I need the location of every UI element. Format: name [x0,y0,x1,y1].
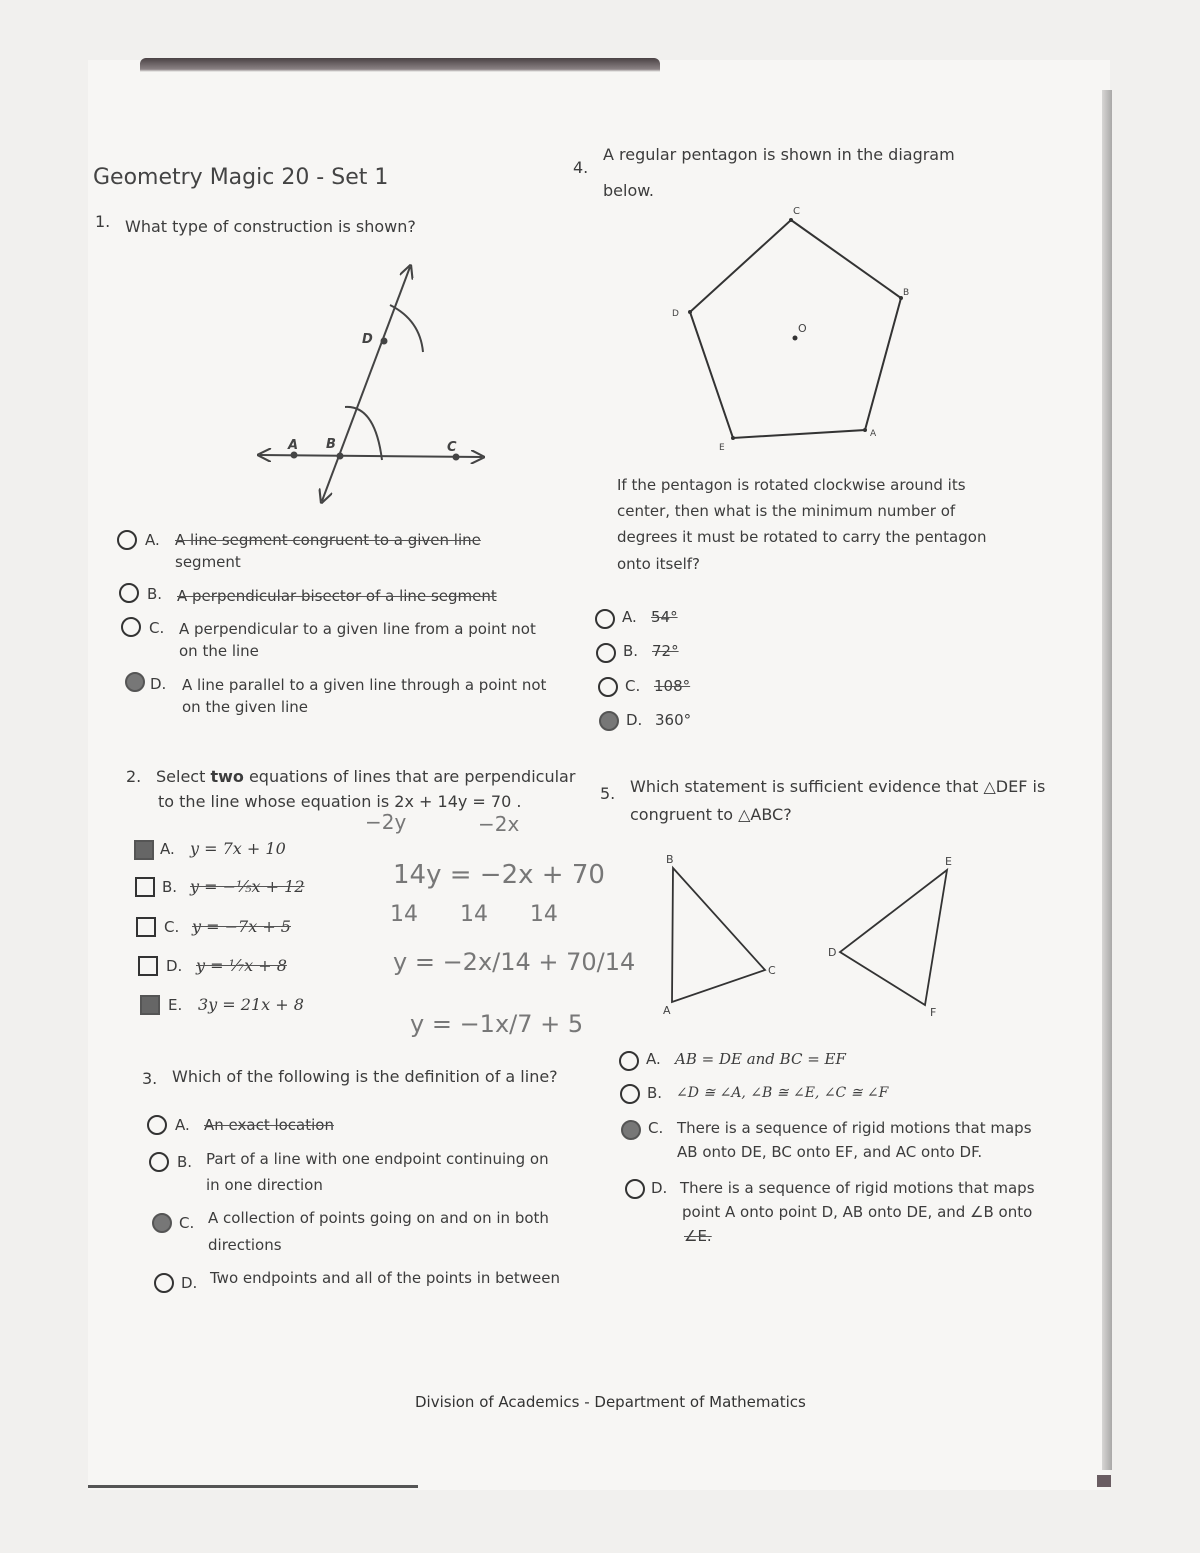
q1-number: 1. [95,212,111,231]
q5-label-e: E [945,855,952,868]
q1-option-d-text: A line parallel to a given line through a point not [182,676,547,694]
q2-handwriting-1: −2y [365,810,407,834]
q3-option-c-text-2: directions [208,1236,282,1254]
q3-option-a-radio[interactable] [147,1115,167,1135]
q4-text: A regular pentagon is shown in the diagram [603,145,955,164]
q1-option-a-text: A line segment congruent to a given line [175,531,481,549]
q4-option-a-radio[interactable] [595,609,615,629]
q5-option-b-radio[interactable] [620,1084,640,1104]
q5-text: Which statement is sufficient evidence that △DEF is [630,777,1046,796]
q5-label-f: F [930,1006,937,1019]
q1-option-c-letter: C. [149,619,165,637]
page-right-edge [1102,90,1112,1470]
q5-triangles-diagram [655,850,965,1025]
q5-label-c: C [768,964,776,977]
q3-text: Which of the following is the definition of a line? [172,1067,558,1086]
q4-option-c-radio[interactable] [598,677,618,697]
q2-number: 2. [126,767,142,786]
q5-text-2: congruent to △ABC? [630,805,792,824]
q1-construction-diagram [250,255,500,515]
q4-number: 4. [573,158,589,177]
q2-option-a-eq: y = 7x + 10 [190,839,286,858]
q2-handwriting-3: 14y = −2x + 70 [393,860,605,890]
q4-vertex-c [789,218,793,222]
q1-option-c-radio[interactable] [121,617,141,637]
q2-option-a-checkbox[interactable] [134,840,154,860]
q2-text-2: to the line whose equation is 2x + 14y = 70 . [158,792,522,811]
q3-number: 3. [142,1069,158,1088]
q5-option-b-letter: B. [647,1084,663,1102]
q3-option-c-letter: C. [179,1214,195,1232]
q1-option-a-radio[interactable] [117,530,137,550]
q4-label-c: C [793,206,800,217]
q4-followup-1: If the pentagon is rotated clockwise around its [617,476,966,494]
q1-text: What type of construction is shown? [125,217,416,236]
page-corner-mark [1097,1475,1111,1487]
q4-label-e: E [719,443,725,453]
q3-option-c-text: A collection of points going on and on in both [208,1209,549,1227]
q5-option-b-text: ∠D ≅ ∠A, ∠B ≅ ∠E, ∠C ≅ ∠F [676,1085,889,1101]
q5-option-a-letter: A. [646,1050,661,1068]
q1-label-c: C [447,440,457,455]
q1-option-d-letter: D. [150,675,167,693]
q5-label-b: B [666,853,674,866]
q4-text-2: below. [603,181,654,200]
q4-option-a-value: 54° [651,608,678,626]
q1-transversal [322,267,410,501]
q4-followup-4: onto itself? [617,555,701,573]
page-top-shadow [140,58,660,72]
q4-option-c-letter: C. [625,677,641,695]
q3-option-d-radio[interactable] [154,1273,174,1293]
q1-option-c-text: A perpendicular to a given line from a point not [179,620,536,638]
q1-option-a-letter: A. [145,531,160,549]
q2-option-e-checkbox[interactable] [140,995,160,1015]
q2-handwriting-5: y = −2x/14 + 70/14 [393,948,636,976]
q5-option-c-radio[interactable] [621,1120,641,1140]
q5-option-d-letter: D. [651,1179,668,1197]
q2-text-pre: Select [156,767,211,786]
q4-vertex-a [863,428,867,432]
q4-pentagon-diagram [665,200,915,460]
q4-vertex-e [731,436,735,440]
q2-option-c-eq: y = −7x + 5 [192,917,291,936]
q4-followup-2: center, then what is the minimum number of [617,502,956,520]
q5-option-a-text: AB = DE and BC = EF [675,1050,846,1068]
page-footer: Division of Academics - Department of Mathematics [415,1393,806,1411]
q2-option-d-letter: D. [166,957,183,975]
q4-option-b-value: 72° [652,642,679,660]
q4-vertex-d [688,310,692,314]
q1-option-d-text-2: on the given line [182,698,308,716]
q5-option-d-radio[interactable] [625,1179,645,1199]
q1-option-d-radio[interactable] [125,672,145,692]
q4-label-d: D [672,309,679,319]
page-bottom-line [88,1485,418,1488]
q4-option-d-letter: D. [626,711,643,729]
q2-handwriting-4: 14 14 14 [390,902,558,927]
q4-pentagon [690,220,901,438]
q3-option-a-letter: A. [175,1116,190,1134]
q3-option-c-radio[interactable] [152,1213,172,1233]
q1-option-a-text-2: segment [175,553,241,571]
q4-option-b-letter: B. [623,642,639,660]
q2-option-d-eq: y = ⅐x + 8 [196,956,287,975]
q1-arc-upper [390,305,423,352]
q5-number: 5. [600,784,616,803]
q2-text [156,767,575,786]
q1-option-b-letter: B. [147,585,163,603]
q1-label-a: A [288,438,299,453]
q2-text-post: equations of lines that are perpendicular [243,767,576,786]
q5-option-c-text-2: AB onto DE, BC onto EF, and AC onto DF. [677,1143,983,1161]
worksheet-title: Geometry Magic 20 - Set 1 [93,165,389,190]
q5-option-d-text-2: point A onto point D, AB onto DE, and ∠B onto [682,1203,1033,1221]
q5-triangle-abc [672,868,765,1002]
q2-text-bold: two [210,767,244,786]
q4-option-d-value: 360° [655,711,692,729]
q5-option-d-text-3: ∠E. [684,1227,712,1245]
q5-option-c-text: There is a sequence of rigid motions that maps [677,1119,1032,1137]
q2-handwriting-2: −2x [478,812,520,836]
q5-triangle-def [840,870,947,1005]
q3-option-b-text-2: in one direction [206,1176,323,1194]
q1-arc-lower [345,407,382,460]
q2-handwriting-6: y = −1x/7 + 5 [410,1010,584,1038]
q1-label-b: B [326,437,336,452]
q4-label-b: B [903,288,910,298]
q1-label-d: D [362,332,373,347]
q5-label-d: D [828,946,837,959]
q5-label-a: A [663,1004,671,1017]
q2-option-b-letter: B. [162,878,178,896]
q4-label-o: O [798,322,807,335]
q3-option-a-text: An exact location [204,1116,334,1134]
q5-option-d-text: There is a sequence of rigid motions that maps [680,1179,1035,1197]
q2-option-a-letter: A. [160,840,175,858]
q1-point-d [381,338,388,345]
q2-option-c-checkbox[interactable] [136,917,156,937]
q4-option-d-radio[interactable] [599,711,619,731]
q3-option-d-text: Two endpoints and all of the points in between [210,1269,561,1287]
q2-option-b-checkbox[interactable] [135,877,155,897]
q1-option-b-text: A perpendicular bisector of a line segment [177,587,497,605]
q2-option-e-letter: E. [168,996,183,1014]
q3-option-b-text: Part of a line with one endpoint continuing on [206,1150,549,1168]
q4-label-a: A [870,429,877,439]
q2-option-b-eq: y = −⅕x + 12 [190,877,305,896]
q2-option-d-checkbox[interactable] [138,956,158,976]
q4-option-a-letter: A. [622,608,637,626]
q5-option-c-letter: C. [648,1119,664,1137]
q1-option-b-radio[interactable] [119,583,139,603]
q3-option-b-letter: B. [177,1153,193,1171]
q2-option-c-letter: C. [164,918,180,936]
q5-option-a-radio[interactable] [619,1051,639,1071]
q2-option-e-eq: 3y = 21x + 8 [198,995,304,1014]
q4-option-b-radio[interactable] [596,643,616,663]
q4-option-c-value: 108° [654,677,691,695]
q3-option-b-radio[interactable] [149,1152,169,1172]
q4-center-point [793,336,798,341]
q1-option-c-text-2: on the line [179,642,259,660]
q1-point-b [337,453,344,460]
q4-followup-3: degrees it must be rotated to carry the pentagon [617,528,987,546]
q3-option-d-letter: D. [181,1274,198,1292]
